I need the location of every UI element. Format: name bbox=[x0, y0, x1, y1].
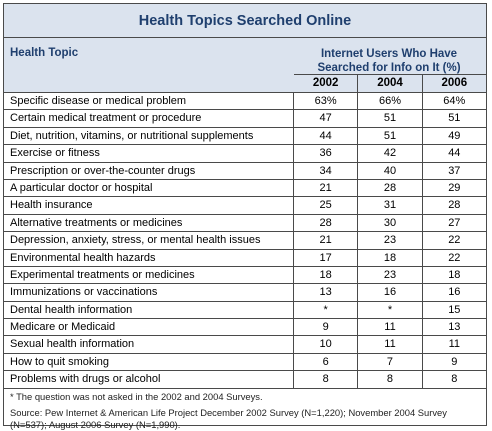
table-row bbox=[4, 128, 486, 145]
value-2006-cell: 18 bbox=[448, 268, 461, 281]
value-2004-cell: 23 bbox=[358, 232, 422, 248]
value-2002-cell: 63% bbox=[294, 93, 358, 109]
value-2002-cell: 9 bbox=[294, 319, 358, 335]
topic-cell: A particular doctor or hospital bbox=[4, 180, 294, 196]
value-2006-cell: 22 bbox=[448, 251, 461, 264]
value-2002-cell: 28 bbox=[294, 215, 358, 231]
topic-cell: Prescription or over-the-counter drugs bbox=[4, 163, 294, 179]
group-column-header bbox=[294, 47, 484, 75]
value-2006-cell: 44 bbox=[448, 147, 461, 160]
value-2004-cell: 23 bbox=[358, 267, 422, 283]
value-2006-cell: 15 bbox=[448, 303, 461, 316]
year-header-row bbox=[294, 74, 486, 92]
group-header-line1: Internet Users Who Have bbox=[320, 48, 458, 60]
table-frame bbox=[3, 3, 487, 430]
topic-cell: Certain medical treatment or procedure bbox=[4, 110, 294, 126]
table-row bbox=[4, 302, 486, 319]
value-2006-cell: 37 bbox=[448, 164, 461, 177]
value-2002-cell: 25 bbox=[294, 197, 358, 213]
value-2006-cell: 49 bbox=[448, 129, 461, 142]
value-2004-cell: 40 bbox=[358, 163, 422, 179]
value-2004-cell: 42 bbox=[358, 145, 422, 161]
value-2006-cell: 13 bbox=[448, 321, 461, 334]
source-note: Source: Pew Internet & American Life Project December 2002 Survey (N=1,220); November 2004 Survey (N=537); August 2006 Survey (N=1,990). bbox=[10, 406, 447, 430]
table-row bbox=[4, 215, 486, 232]
table-row bbox=[4, 250, 486, 267]
value-2004-cell: 31 bbox=[358, 197, 422, 213]
table-row bbox=[4, 336, 486, 353]
value-2002-cell: 36 bbox=[294, 145, 358, 161]
value-2004-cell: 30 bbox=[358, 215, 422, 231]
table-row bbox=[4, 284, 486, 301]
table-title: Health Topics Searched Online bbox=[4, 4, 486, 38]
value-2004-cell: 51 bbox=[358, 110, 422, 126]
table-row bbox=[4, 319, 486, 336]
value-2002-cell: 21 bbox=[294, 232, 358, 248]
value-2002-cell: 17 bbox=[294, 250, 358, 266]
topic-cell: Environmental health hazards bbox=[4, 250, 294, 266]
value-2006-cell: 8 bbox=[451, 373, 458, 386]
value-2004-cell: 8 bbox=[358, 371, 422, 387]
topic-cell: Sexual health information bbox=[4, 336, 294, 352]
table-row bbox=[4, 371, 486, 388]
value-2002-cell: * bbox=[294, 302, 358, 318]
table-footer bbox=[4, 389, 486, 431]
value-2006-cell: 11 bbox=[448, 338, 461, 351]
year-header-2002: 2002 bbox=[312, 77, 339, 89]
table-row bbox=[4, 354, 486, 371]
value-2006-cell: 29 bbox=[448, 181, 461, 194]
year-header-2006: 2006 bbox=[422, 75, 486, 92]
value-2002-cell: 21 bbox=[294, 180, 358, 196]
topic-cell: How to quit smoking bbox=[4, 354, 294, 370]
value-2004-cell: 11 bbox=[358, 319, 422, 335]
value-2002-cell: 13 bbox=[294, 284, 358, 300]
table-header bbox=[4, 38, 486, 93]
table-row bbox=[4, 93, 486, 110]
topic-cell: Specific disease or medical problem bbox=[4, 93, 294, 109]
value-2002-cell: 6 bbox=[294, 354, 358, 370]
footnote: * The question was not asked in the 2002 and 2004 Surveys. bbox=[10, 390, 263, 402]
topic-cell: Alternative treatments or medicines bbox=[4, 215, 294, 231]
table-row bbox=[4, 145, 486, 162]
topic-cell: Immunizations or vaccinations bbox=[4, 284, 294, 300]
value-2006-cell: 51 bbox=[448, 112, 461, 125]
group-header-line2: Searched for Info on It (%) bbox=[317, 62, 461, 74]
value-2002-cell: 47 bbox=[294, 110, 358, 126]
topic-cell: Health insurance bbox=[4, 197, 294, 213]
table-row bbox=[4, 180, 486, 197]
value-2004-cell: 51 bbox=[358, 128, 422, 144]
topic-cell: Medicare or Medicaid bbox=[4, 319, 294, 335]
table-row bbox=[4, 163, 486, 180]
value-2004-cell: * bbox=[358, 302, 422, 318]
value-2002-cell: 8 bbox=[294, 371, 358, 387]
topic-cell: Experimental treatments or medicines bbox=[4, 267, 294, 283]
value-2006-cell: 27 bbox=[448, 216, 461, 229]
value-2004-cell: 7 bbox=[358, 354, 422, 370]
value-2004-cell: 66% bbox=[358, 93, 422, 109]
topic-cell: Diet, nutrition, vitamins, or nutritional supplements bbox=[4, 128, 294, 144]
value-2002-cell: 44 bbox=[294, 128, 358, 144]
topic-cell: Dental health information bbox=[4, 302, 294, 318]
value-2004-cell: 16 bbox=[358, 284, 422, 300]
value-2006-cell: 64% bbox=[443, 95, 466, 107]
table-body bbox=[4, 93, 486, 389]
year-header-2004: 2004 bbox=[357, 75, 421, 92]
topic-cell: Exercise or fitness bbox=[4, 145, 294, 161]
value-2002-cell: 18 bbox=[294, 267, 358, 283]
topic-cell: Depression, anxiety, stress, or mental health issues bbox=[4, 232, 294, 248]
table-row bbox=[4, 197, 486, 214]
table-row bbox=[4, 110, 486, 127]
value-2002-cell: 34 bbox=[294, 163, 358, 179]
topic-column-header: Health Topic bbox=[10, 47, 79, 59]
table-row bbox=[4, 232, 486, 249]
value-2004-cell: 11 bbox=[358, 336, 422, 352]
value-2006-cell: 22 bbox=[448, 234, 461, 247]
value-2006-cell: 16 bbox=[448, 286, 461, 299]
value-2006-cell: 9 bbox=[451, 355, 458, 368]
table-row bbox=[4, 267, 486, 284]
value-2004-cell: 18 bbox=[358, 250, 422, 266]
value-2006-cell: 28 bbox=[448, 199, 461, 212]
topic-cell: Problems with drugs or alcohol bbox=[4, 371, 294, 387]
value-2002-cell: 10 bbox=[294, 336, 358, 352]
value-2004-cell: 28 bbox=[358, 180, 422, 196]
